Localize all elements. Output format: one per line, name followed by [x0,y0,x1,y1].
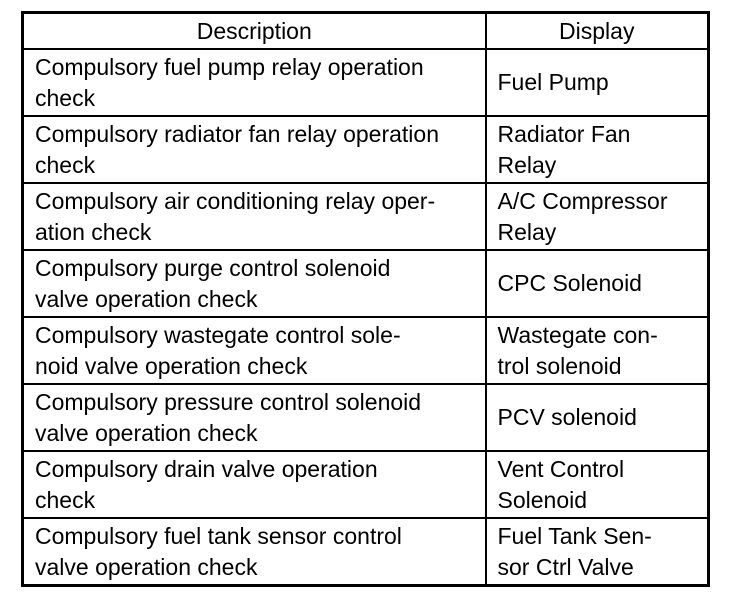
description-line: Compulsory fuel pump relay operation [35,53,424,80]
display-line: PCV solenoid [497,404,637,430]
description-cell [23,451,486,518]
description-line: valve operation check [35,419,258,446]
display-cell [486,183,709,250]
table-body [23,49,709,586]
table-row [23,451,709,518]
display-line: A/C Compressor [497,187,668,214]
description-cell [23,518,486,586]
table-row [23,183,709,250]
table-row [23,384,709,451]
display-line: sor Ctrl Valve [497,553,634,580]
display-cell [486,384,709,451]
display-line: Vent Control [497,455,625,482]
description-cell [23,116,486,183]
description-column-header: Description [23,13,486,50]
display-line: Fuel Pump [497,69,609,95]
description-line: Compulsory fuel tank sensor control [35,522,402,549]
description-line: valve operation check [35,285,258,312]
display-cell [486,518,709,586]
display-cell [486,317,709,384]
description-line: Compulsory pressure control solenoid [35,388,422,415]
description-line: valve operation check [35,553,258,580]
table-row [23,317,709,384]
display-line: Fuel Tank Sen- [497,522,652,549]
description-line: Compulsory purge control solenoid [35,254,391,281]
display-cell [486,49,709,116]
display-line: trol solenoid [497,352,622,379]
table-row [23,49,709,116]
table-header-row [23,13,709,50]
description-line: ation check [35,218,152,245]
table-row [23,250,709,317]
description-line: check [35,84,96,111]
description-line: Compulsory drain valve operation [35,455,378,482]
description-cell [23,317,486,384]
table-row [23,518,709,586]
description-line: Compulsory radiator fan relay operation [35,120,439,147]
display-column-header: Display [486,13,709,50]
description-line: check [35,486,96,513]
description-cell [23,384,486,451]
description-line: Compulsory air conditioning relay oper- [35,187,436,214]
display-cell [486,451,709,518]
display-line: Radiator Fan [497,120,631,147]
description-line: Compulsory wastegate control sole- [35,321,401,348]
table-row [23,116,709,183]
display-line: Relay [497,218,557,245]
display-line: Wastegate con- [497,321,658,348]
description-cell [23,49,486,116]
display-line: Relay [497,151,557,178]
display-cell [486,250,709,317]
description-cell [23,250,486,317]
display-cell [486,116,709,183]
display-line: CPC Solenoid [497,270,642,296]
description-line: check [35,151,96,178]
description-line: noid valve operation check [35,352,308,379]
description-cell [23,183,486,250]
display-line: Solenoid [497,486,588,513]
operation-check-table [21,11,710,587]
